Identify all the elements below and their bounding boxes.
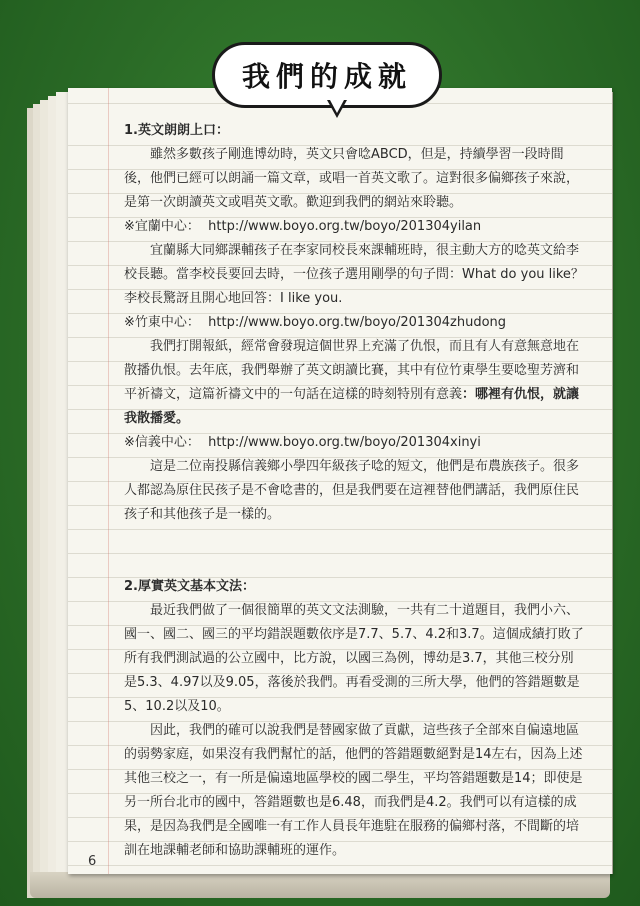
center-url: http://www.boyo.org.tw/boyo/201304zhudong	[208, 315, 507, 330]
paragraph: 這是二位南投縣信義鄉小學四年級孩子唸的短文，他們是布農族孩子。很多人都認為原住民孩子是不會唸書的，但是我們要在這裡替他們講話，我們原住民孩子和其他孩子是一樣的。	[124, 459, 580, 522]
paragraph	[124, 335, 586, 431]
center-url: http://www.boyo.org.tw/boyo/201304xinyi	[208, 435, 481, 450]
center-label: ※宜蘭中心：	[124, 219, 200, 234]
paragraph: 最近我們做了一個很簡單的英文文法測驗，一共有二十道題目，我們小六、國一、國二、國三的平均錯誤題數依序是7.7、5.7、4.2和3.7。這個成績打敗了所有我們測試過的公立國中，比方說，以國三為例，博幼是3.7，其他三校分別是5.3、4.97以及9.05，落後於我們。再看受測的三所大學，他們的答錯題數是5、10.2以及10。	[124, 603, 584, 714]
notebook-bottom-edge	[30, 872, 610, 898]
section-heading: 2.厚實英文基本文法：	[124, 579, 255, 594]
page-number: 6	[88, 854, 97, 869]
article-body	[124, 119, 586, 863]
center-url: http://www.boyo.org.tw/boyo/201304yilan	[208, 219, 482, 234]
center-link-line	[124, 215, 586, 239]
paragraph: 雖然多數孩子剛進博幼時，英文只會唸ABCD，但是，持續學習一段時間後，他們已經可以朗誦一篇文章，或唱一首英文歌了。這對很多偏鄉孩子來說，是第一次朗讀英文或唱英文歌。歡迎到我們的網站來聆聽。	[124, 147, 580, 210]
paragraph-text: 我們打開報紙，經常會發現這個世界上充滿了仇恨，而且有人有意無意地在散播仇恨。去年底，我們舉辦了英文朗讀比賽，其中有位竹東學生要唸聖芳濟和平祈禱文，這篇祈禱文中的一句話在這樣的時刻特別有意義	[124, 339, 580, 402]
page-title: 我們的成就	[241, 60, 412, 93]
section-gap	[124, 527, 586, 551]
center-link-line	[124, 431, 586, 455]
center-label: ※竹東中心：	[124, 315, 200, 330]
paragraph: 宜蘭縣大同鄉課輔孩子在李家同校長來課輔班時，很主動大方的唸英文給李校長聽。當李校長要回去時，一位孩子選用剛學的句子問：What do you like？李校長驚訝且開心地回答：I like you.	[124, 243, 584, 306]
center-label: ※信義中心：	[124, 435, 200, 450]
center-link-line	[124, 311, 586, 335]
section-gap	[124, 551, 586, 575]
paragraph: 因此，我們的確可以說我們是替國家做了貢獻，這些孩子全部來自偏遠地區的弱勢家庭，如果沒有我們幫忙的話，他們的答錯題數絕對是14左右，因為上述其他三校之一，有一所是偏遠地區學校的國二學生，平均答錯題數是14；即使是另一所台北市的國中，答錯題數也是6.48，而我們是4.2。我們可以有這樣的成果，是因為我們是全國唯一有工作人員長年進駐在服務的偏鄉村落，不間斷的培訓在地課輔老師和協助課輔班的運作。	[124, 723, 583, 858]
highlight-quote: ：哪裡有仇恨，就讓我散播愛。	[124, 387, 580, 426]
section-heading: 1.英文朗朗上口：	[124, 123, 229, 138]
